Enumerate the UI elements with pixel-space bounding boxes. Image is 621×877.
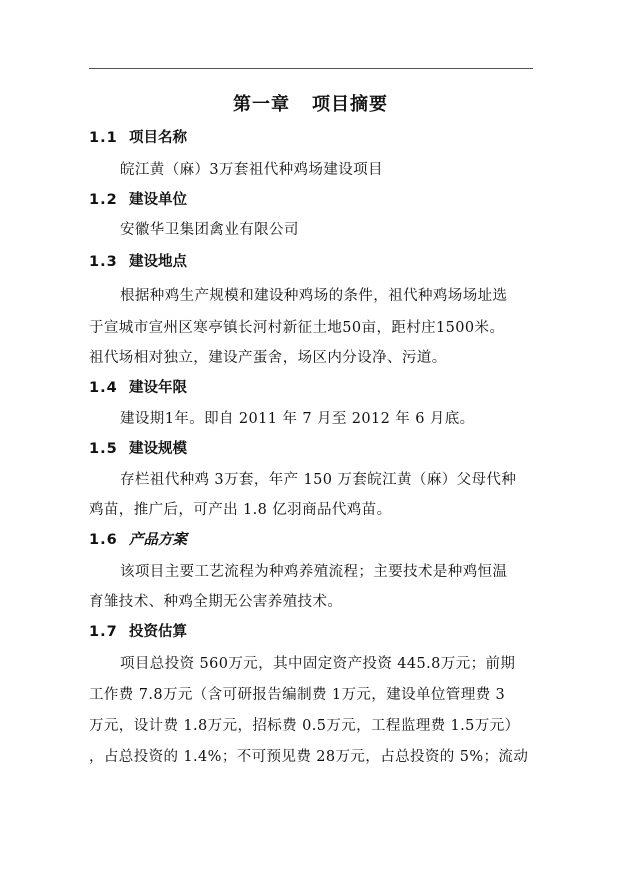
section-number: 1.3 [89, 254, 118, 270]
section-number: 1.6 [89, 532, 118, 548]
section-number: 1.5 [89, 441, 118, 457]
paragraph-line: 该项目主要工艺流程为种鸡养殖流程；主要技术是种鸡恒温 [120, 564, 508, 580]
section-heading-1-5 [89, 437, 187, 458]
section-heading-1-3 [89, 250, 187, 271]
section-number: 1.1 [89, 130, 118, 146]
paragraph-line: 于宣城市宣州区寒亭镇长河村新征土地50亩，距村庄1500米。 [89, 320, 505, 336]
section-label: 投资估算 [129, 624, 187, 640]
paragraph-line: 工作费 7.8万元（含可研报告编制费 1万元，建设单位管理费 3 [89, 687, 506, 703]
section-label: 建设规模 [129, 441, 187, 457]
header-rule [89, 68, 533, 69]
paragraph-line: 皖江黄（麻）3万套祖代种鸡场建设项目 [120, 162, 383, 178]
paragraph-line: 育雏技术、种鸡全期无公害养殖技术。 [89, 594, 343, 610]
section-label: 建设单位 [129, 192, 187, 208]
chapter-heading: 项目摘要 [312, 94, 388, 115]
section-label: 项目名称 [129, 130, 187, 146]
section-heading-1-7 [89, 620, 187, 641]
paragraph-line: ，占总投资的 1.4%；不可预见费 28万元，占总投资的 5%；流动 [89, 749, 529, 765]
section-heading-1-1 [89, 126, 187, 147]
section-number: 1.2 [89, 192, 118, 208]
section-label: 产品方案 [129, 532, 187, 548]
paragraph-line: 存栏祖代种鸡 3万套，年产 150 万套皖江黄（麻）父母代种 [120, 472, 517, 488]
section-heading-1-6 [89, 528, 187, 549]
chapter-title [0, 90, 621, 116]
paragraph-line: 建设期1年。即自 2011 年 7 月至 2012 年 6 月底。 [120, 411, 475, 427]
paragraph-line: 根据种鸡生产规模和建设种鸡场的条件，祖代种鸡场场址选 [120, 288, 508, 304]
section-number: 1.7 [89, 624, 118, 640]
section-number: 1.4 [89, 380, 118, 396]
paragraph-line: 鸡苗，推广后，可产出 1.8 亿羽商品代鸡苗。 [89, 502, 392, 518]
paragraph-line: 祖代场相对独立，建设产蛋舍，场区内分设净、污道。 [89, 350, 447, 366]
section-label: 建设年限 [129, 380, 187, 396]
paragraph-line: 安徽华卫集团禽业有限公司 [120, 222, 299, 238]
section-heading-1-4 [89, 376, 187, 397]
paragraph-line: 项目总投资 560万元，其中固定资产投资 445.8万元；前期 [120, 656, 516, 672]
paragraph-line: 万元，设计费 1.8万元，招标费 0.5万元，工程监理费 1.5万元） [89, 718, 520, 734]
chapter-number: 第一章 [233, 94, 290, 115]
section-label: 建设地点 [129, 254, 187, 270]
section-heading-1-2 [89, 188, 187, 209]
